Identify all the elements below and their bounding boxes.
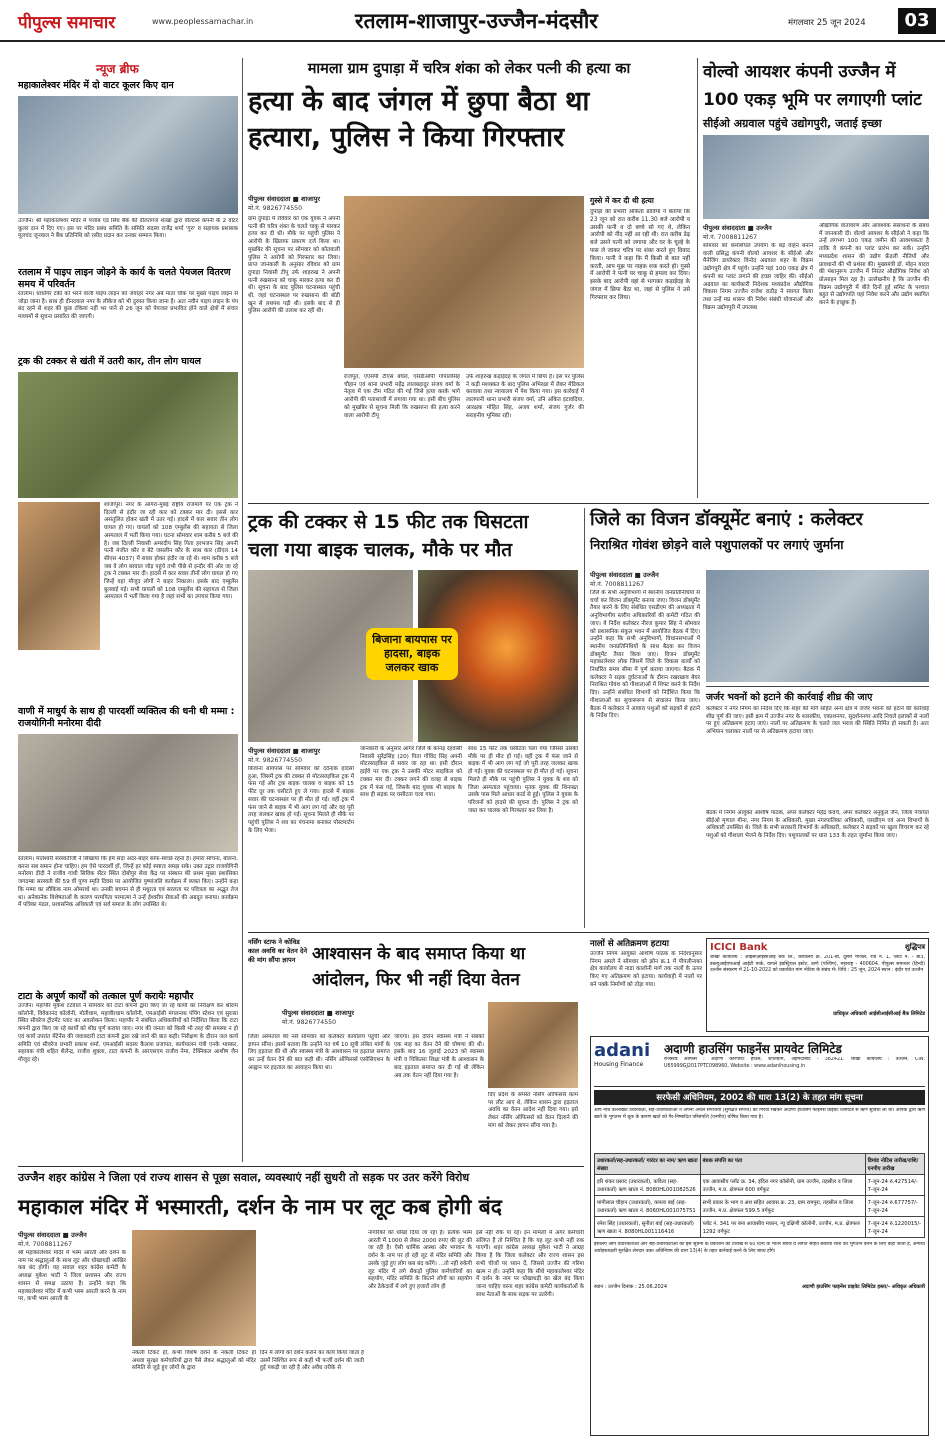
adani-th-property: बंधक संपत्ति का पता [700,1154,865,1175]
mahakal-body-col-5: इसे नहीं रोक पा रहे। इन मामलों में अगर कर्मचारी संलिप्त हैं तो निश्चित है कि यह लूट कभी नहीं रुक पाएगी। शहर कांग्रेस अध्यक्ष मुकेश भाटी ने आग्रह किया है कि जिला कलेक्टर और राज्य शासन इस सभी चीजों पर ध्यान दें, जिससे उज्जैन की गरिमा खत्म न हो। उन्होंने कहा कि सीधे महाकालेश्वर मंदिर में दर्शन के नाम पर धोखाधड़ी का खेल बंद किया जाना चाहिए वरना शहर कांग्रेस कमेटी कार्यकर्ताओं के साथ नेताओं के साथ सड़क पर उतरेगी। [476,1230,584,1298]
truck-headline-line-2: चला गया बाइक चालक, मौके पर मौत [248,539,513,561]
adani-title: अदाणी हाउसिंग फाइनेंस प्रायवेट लिमिटेड [664,1042,842,1056]
mahakal-body-col-1: श्री महाकालेश्वर मंदिर में भस्म आरती और दर्शन के नाम पर श्रद्धालुओं के साथ लूट और धोखाधड़ी आखिर कब बंद होगी। यह सवाल शहर कांग्रेस कमेटी के अध्यक्ष मुकेश भाटी ने जिला प्रशासन और राज्य शासन से समक्ष उठाया है। उन्होंने कहा कि महाकालेश्वर मंदिर में कभी भस्म आरती करने के नाम पर, कभी भस्म आरती के [18,1250,126,1303]
encroach-headline: नालों से अतिक्रमण हटाया [590,939,669,949]
news-brief-column [18,58,238,1162]
mahakal-byline: पीपुल्स संवाददाता ■ उज्जैन [18,1231,87,1239]
murder-photo-police-accused [344,196,584,368]
encroach-story [590,938,702,1028]
mahakal-photo-temple [132,1230,256,1346]
collector-box [706,686,929,806]
brand-logo: पीपुल्स समाचार [18,13,116,33]
nurses-phone: मो.नं. 9826774550 [282,1019,337,1026]
brief-headline-4: वाणी में माधुर्य के साथ ही पारदर्शी व्यक्तित्व की धनी थी मम्मा : राजयोगिनी मनोरमा दीदी [18,706,235,729]
brief-headline-1: महाकालेश्वर मंदिर में दो वाटर कूलर किए दान [18,80,174,91]
murder-sidebar-body: दुपाड़ा की प्रभारी अंकिता डाविया ने बताया कि 23 जून को रात करीब 11.30 बजे आरोपी व उसकी पत्नी व दो बच्चे सो गए थे, लेकिन आरोपी को नींद नहीं आ रही थी। रात करीब डेढ़ बजे उसने पत्नी को जगाया और घर के चूल्हे के पास ले जाकर चरित्र पर शंका करते हुए विवाद किया। पत्नी ने कहा कि मैं किसी से बात नहीं करती, आप मुझ पर नाहक शक करते हो। गुस्से में आरोपी ने पत्नी पर चाकू से हमला कर दिया। इसके बाद आरोपी वहां से भागकर कड़ाईदह के जंगल में छिपा बैठा था, जहां से पुलिस ने उसे गिरफ्तार कर लिया। [590,209,690,301]
collector-story [590,508,929,928]
edition-title: रतलाम-शाजापुर-उज्जैन-मंदसौर [355,9,598,33]
brief-body-4: रतलाम। मातेश्वरी सरस्वतीजी ने सिखाया कि हमें सदा अंदर-बाहर साफ-स्वच्छ रहना है। हमारा सोचना, बोलना, करना सब समान होना चाहिए। हम ऐसे पारदर्शी हों, जिन्हें हर कोई स्पष्टतः समझ सके। उक्त उद्गार राजयोगिनी मनोरमा दीदी ने राजीव गांधी सिविक सेंटर स्थित दोबोपुर सेवा केंद्र पर संस्थान की प्रथम मुख्य प्रशासिका जगदम्बा सरस्वती की 59 वीं पुण्य स्मृति दिवस पर आयोजित पुष्पांजलि कार्यक्रम में व्यक्त किए। उन्होंने कहा कि मम्मा का लौकिक नाम ओमराधे था। उनकी बचपन से ही मधुरता एवं सरलता पर पवित्रता का अद्भुत तेज था। अनेकानेक विशेषताओं के कारण परमपिता परमात्मा ने उन्हें ईश्वरीय सेवाओं की अग्रदूत बनाया। कार्यक्रम में पत्रिका मंडल, प्रशासनिक अधिकारी एवं सर्व समाज के लोग उपस्थित थे। [18,856,238,909]
volvo-body-col-1: सोमवार को कमर्शियल उपयोग के बड़े वाहन बनाने वाली प्रसिद्ध कंपनी वोल्वो आयशर के सीईओ और मैनेजिंग डायरेक्टर विनोद अग्रवाल शहर के विक्रम उद्योगपुरी क्षेत्र में पहुंचे। उन्होंने यहां 100 एकड़ क्षेत्र में कंपनी का प्लांट लगाने की इच्छा जाहिर की। सीईओ अग्रवाल का कार्यकारी निदेशक मध्यप्रदेश औद्योगिक विकास निगम उज्जैन राजेश राठौड़ ने स्वागत किया तथा उन्हें मप्र शासन की निवेश संबंधी योजनाओं और विक्रम उद्योगपुरी में उपलब्ध [703,243,813,311]
mahakal-body-col-2: नकली टिकट हो, कभी विशेष दर्शन के नकली टिकट हो अथवा सुरक्षा कर्मचारियों द्वारा पैसे लेकर श्रद्धालुओं को मंदिर समिति से जुड़े हुए लोगों के द्वारा [132,1350,256,1372]
adani-cell: हरि शंकर प्रसाद (उधारकर्ता), कविता (सह-उधारकर्ता) ऋण खाता नं. 8080HL001082526 [595,1175,701,1196]
murder-body-col-1: ग्राम दुपाड़ा में रविवार को एक युवक ने अपनी पत्नी की चरित्र शंका के चलते चाकू से मारकर हत्या कर दी थी। मौके पर पहुंची पुलिस ने आरोपी के खिलाफ प्रकरण दर्ज किया था। मुखबिर की सूचना पर सोमवार को कोतवाली पुलिस ने आरोपी को गिरफ्तार कर लिया। प्राप्त जानकारी के अनुसार रविवार को ग्राम दुपाड़ा निवासी टीपू उर्फ शाहरुख ने अपनी पत्नी रुखसाना को चाकू मारकर हत्या कर दी थी। सूचना के बाद पुलिस घटनास्थल पहुंची थी, जहां घटनास्थल पर रुखसाना की बॉडी खून से लथपथ पड़ी थी। इसके बाद से ही पुलिस आरोपी की तलाश कर रही थी। [248,216,340,315]
mahakal-body-col-4: नागरिकों को धोखा दिया जा रहा है। प्रत्येक भस्म आरती में 1000 से लेकर 2000 रुपए की लूट की जा रही है। ऐसी धार्मिक आस्था और भगवान के दर्शन के नाम पर हो रही लूट से मंदिर समिति और उसके जुड़े हुए लोग कब बंद करेंगे। ...तो नहीं रुकेगी लूट मंदिर में लगे सैकड़ों पुलिस कर्मचारियों का सहयोग, मंदिर समिति के कितने लोगों का सहयोग और ठेकेदारों में लगे हुए हजारों लोग ही [368,1230,472,1290]
collector-headline: जिले का विजन डॉक्यूमेंट बनाएं : कलेक्टर [590,509,863,530]
adani-place-date: स्थान : उज्जैन दिनांक : 25.06.2024 [594,1284,667,1290]
table-row [595,1217,925,1238]
adani-notice [590,1036,929,1436]
icici-notice [706,938,929,1032]
icici-title: शुद्धिपत्र [904,943,925,951]
adani-address: रजिस्टर्ड ऑफिस : अदाणी कॉरपोरेट हाउस, शांतिग्राम, अहमदाबाद - 382421. शाखा कार्यालय : उज्जैन. CIN: U65999GJ2017PTC098960, Website : www.adanihousing.in [664,1057,925,1069]
murder-sidebar-head: गुस्से में कर दी थी हत्या [590,196,654,205]
collector-phone: मो.नं. 7008811267 [590,581,645,588]
truck-headline-line-1: ट्रक की टक्कर से 15 फीट तक घिसटता [248,511,529,533]
nurses-photo-memorandum [488,1002,578,1088]
encroach-body: उज्जैन निगम आयुक्त आशीष पाठक के निर्देशानुसार निगम अमले ने सोमवार को झोन क्र.1 में पीपलीनाका क्षेत्र कार्यालय से नाडा कालोनी मार्ग तक नालों के ऊपर किए गए अतिक्रमण को हटाया। कार्यवाही में नालों पर बने पक्के निर्माणों को तोड़ा गया। [590,951,702,988]
murder-headline-line-2: हत्यारा, पुलिस ने किया गिरफ्तार [248,122,565,153]
icici-sign: प्राधिकृत अधिकारी आईसीआईसीआई बैंक लिमिटेड [833,1011,925,1017]
brief-photo-car-accident [18,372,238,498]
volvo-story [703,58,929,498]
section-divider-3 [18,1166,584,1167]
collector-body: जिले के सभी अनुविभागों में स्थानीय जनप्रतिनिधियों से चर्चा कर विजन डॉक्यूमेंट बनाया जाए। विजन डॉक्यूमेंट तैयार करने के लिए संबंधित एसडीएम की अध्यक्षता में अनुविभागीय स्तरीय अधिकारियों की कमेटी गठित की जाए। ये निर्देश कलेक्टर नीरज कुमार सिंह ने सोमवार को प्रशासनिक संकुल भवन में आयोजित बैठक में दिए। उन्होंने कहा कि सभी अनुविभागों, विधानसभाओं में स्थानीय जनप्रतिनिधियों के साथ बैठक कर विजन डॉक्यूमेंट तैयार किया जाए। विजन डॉक्यूमेंट महाकालेश्वर लोक जिसमें जिले के विकास कार्यों को निर्धारित समय सीमा में पूर्ण कराया जाएगा। बैठक में कलेक्टर ने सड़क दुर्घटनाओं के दौरान रखरखाव बेघर निराश्रित गोवंश को गौशालाओं में शिफ्ट करने के निर्देश दिए। उन्होंने संबंधित विभागों को निर्देशित किया कि गौशालाओं का सुचारूरूप से संचालन किया जाए। बैठक में कलेक्टर ने आवारा पशुओं को सड़कों से हटाने के निर्देश दिए। [590,590,700,720]
collector-body-right: बैठक में निगम आयुक्त आशीष पाठक, अपर कलेक्टर महेंद्र कवचे, अपर कलेक्टर अनुकूल जैन, जिला पंचायत सीईओ मृणाल मीना, नगर निगम के अधिकारी, मुख्य नगरपालिका अधिकारी, एसडीएम एवं अन्य विभागों के अधिकारी उपस्थित थे। जिले के सभी सरकारी विभागों के अधिकारी, कलेक्टर ने सड़कों पर खुला विचरण कर रहे पशुओं को गौशाला भेजने के निर्देश दिए। पशुपालकों पर धारा 133 के तहत जुर्माना किया जाए। [706,810,929,840]
mahakal-story [18,1170,584,1436]
adani-cell: 7-जून-24 रु.427514/- 7-जून-24 [865,1175,924,1196]
collector-box-body: कलेक्टर ने नगर निगम को निर्देश दिए कि शहर की मार्ग सहित अन्य क्षेत्र में जर्जर भवनों को हटाने की कार्रवाई शीघ्र पूर्ण की जाए। इसी क्रम में उज्जैन नगर के शासकीय, एकाशनगर, सुदर्शननगर आदि निचले इलाकों से नालों पर हुए अतिक्रमण हटाए जाएं। नालों पर अतिक्रमण के चलते जल भराव की स्थिति निर्मित हो सकती है। अतः अभियान चलाकर नालों पर से अतिक्रमण हटाया जाए। [706,706,929,736]
murder-story [248,58,690,498]
adani-th-borrower: उधारकर्ता/सह-उधारकर्ता/ गारंटर का नाम/ ऋण खाता संख्या [595,1154,701,1175]
adani-th-demand: डिमांड नोटिस तारीख/राशि/ एनपीए तारीख [865,1154,924,1175]
adani-notice-title: सरफेसी अधिनियम, 2002 की धारा 13(2) के तहत मांग सूचना [594,1090,925,1105]
mahakal-headline: महाकाल मंदिर में भस्मारती, दर्शन के नाम पर लूट कब होगी बंद [18,1195,502,1219]
nurses-body-col-3: दिए प्रदेश के समस्त नर्सिंग ऑफिसर्स काम पर लौट आए थे, लेकिन शासन द्वारा हड़ताल अवधि का वेतन आदेश नहीं दिया गया। इसे लेकर नर्सिंग ऑफिसर्स को वेतन दिलाने की मांग को लेकर ज्ञापन सौंपा गया है। [488,1092,578,1129]
nurses-headline-line-1: आश्वासन के बाद समाप्त किया था [312,944,526,964]
nurses-body-col-2: जाएगा। इस दौरान स्वास्थ्य मंत्री ने सबको एक माह का वेतन देने की घोषणा की थी। इसके बाद 16 जुलाई 2023 को स्वास्थ्य मंत्री व चिकित्सा शिक्षा मंत्री के आश्वासन के बाद हड़ताल समाप्त कर दी गई थी लेकिन अब तक वेतन नहीं दिया गया है। [394,1034,484,1079]
murder-body-col-2: राजपूत, एएसपी टीएस बघेल, एसडीओपी गोपालसिंह चौहान एवं थाना प्रभारी महेंद्र लालबहादुर संजय वर्मा के नेतृत्व में एक टीम गठित की गई जिसे हत्या करके भागे आरोपी की पतासाजी में लगाया गया था। इसी बीच पुलिस को मुखबिर से सूचना मिली कि रुखसाना की हत्या करने वाला आरोपी टीपू [344,374,460,419]
icici-logo: ICICI Bank [710,942,768,953]
brief-body-5: उज्जैन। महापौर मुकेश टटवाल ने सोमवार को टाटा कंपनी द्वारा किए जा रहे कार्यों का निरीक्षण कर श्रीराम कॉलोनी, विवेकानंद कॉलोनी, मोतीधाम, महावीरधाम कॉलोनी, एमआईसी मंगलनाथ पंपिंग स्टेशन एवं सुरासा स्थित सीवरेज ट्रीटमेंट प्लांट का अवलोकन किया। महापौर ने संबंधित अधिकारियों को निर्देशित किया कि टाटा कंपनी द्वारा किए जा रहे कार्यों को शीघ्र पूर्ण कराया जाए। नगर की जनता को किसी भी तरह की समस्या न हो एवं कार्य उपरांत मेंटेनेंस की जवाबदारी टाटा कंपनी द्वारा रखे जाने की बात कही। निरीक्षण के दौरान जल कार्य समिति एवं सीवरेज प्रभारी प्रकाश शर्मा, एमआईसी सदस्य कैलाश प्रजापत, कार्यपालन यंत्री एनके भास्कर, सहायक यंत्री शहित शैलेन्द्र, राजीव शुक्ला, टाटा कंपनी के आरएसएम राजीव नेमा, टेक्निकल आशीष जैन मौजूद रहे। [18,1003,238,1063]
brief-photo-donation [18,96,238,214]
volvo-photo-meeting [703,135,929,219]
adani-cell: रमेश सिंह (उधारकर्ता), सुनीता बाई (सह-उधारकर्ता) ऋण खाता नं. 8080HL001116416 [595,1217,701,1238]
brief-body-3: शाजापुर। नगर के आगरा-मुंबई राष्ट्रीय राजमार्ग पर एक ट्रक ने दिल्ली से इंदौर जा रही कार को टक्कर मार दी। इससे कार असंतुलित होकर खंती में उतर गई। हादसे में कार सवार तीन लोग घायल हो गए। घायलों को 108 एम्बुलेंस की सहायता से जिला अस्पताल में भर्ती किया गया। घटना सोमवार शाम करीब 5 बजे की है। जब दिल्ली निवासी अमरदीप सिंह पिता हरभजन सिंह अपनी पत्नी मंजीत कौर व बेटे जसलीन कौर के साथ कार (डीएल 14 सीएस 4037) में सवार होकर इंदौर जा रहे थे। शाम करीब 5 बजे जब वे लोग बरवाल जोड़ पहुंचे तभी पीछे से इन्दौर की ओर जा रहे ट्रक ने टक्कर मार दी। हादसे में कार सवार तीनों लोग घायल हो गए जिन्हें वहां मौजूद लोगों ने बाहर निकाला। इसके बाद एम्बुलेंस बुलवाई गई। सभी घायलों को 108 एम्बुलेंस की सहायता से जिला अस्पताल में भर्ती किया गया है जहां सभी का उपचार किया गया। [104,502,238,601]
brief-headline-5: टाटा के अपूर्ण कार्यों को तत्काल पूर्ण करायेः महापौर [18,991,194,1002]
collector-subhead: निराश्रित गोवंश छोड़ने वाले पशुपालकों पर लगाएं जुर्माना [590,537,844,552]
brief-body-1: उज्जैन। श्री महाकालेश्वर मंदिर में पंजाब एंड सिंध बैंक की दौलतगंज शाखा द्वारा वोल्टास कंपनी के 2 वाटर कूलर दान में दिए गए। इस पर मंदिर प्रबंध समिति के समिति सदस्य राजेंद्र शर्मा 'गुरु' व सहायक प्रशासक मूलचंद जूनवाल ने बैंक प्रतिनिधि को रसीद प्रदान कर उनका सम्मान किया। [18,218,238,240]
page-number: 03 [898,8,936,34]
murder-headline-line-1: हत्या के बाद जंगल में छुपा बैठा था [248,86,590,117]
adani-footer: इसलिए आप उधारकर्ताओं और सह-उधारकर्ताओं को इस सूचना के प्रकाशन की तारीख से 60 दिनों के भीतर ब्याज व लागत सहित बकाया राशि का भुगतान करने के लिए कहा जाता है, अन्यथा अधोहस्ताक्षरी सुरक्षित लेनदार उक्त अधिनियम की धारा 13(4) के तहत कार्रवाई करने के लिए बाध्य होंगे। [594,1242,925,1254]
icici-body: शाखा कार्यालय : आईसीआईसीआई बैंक लि., कार्यालय क्र. 201-बी, दूसरी मंजिल, रोड नं. 1, प्लॉट नं. - बी3, डब्ल्यूआईएफआई आईटी पार्क, वागले इंडस्ट्रियल इस्टेट, ठाणे (पश्चिम), महाराष्ट्र - 400604. पीपुल्स समाचार (हिन्दी) उज्जैन संस्करण में 21-10-2022 को प्रकाशित मांग नोटिस के संबंध में। तिथि : 25 जून, 2024 स्थान : इंदौर एवं उज्जैन [710,955,925,973]
volvo-phone: मो.नं. 7008811267 [703,234,758,241]
truck-body-col-1: बिजाना बायपास पर सोमवार को दर्दनाक हादसा हुआ, जिसमें ट्रक की टक्कर से मोटरसाइकिल ट्रक में फंस गई और ट्रक बाइक चालक व बाइक को 15 फीट दूर तक घसीटते हुए ले गया। हादसे में बाइक सवार की घटनास्थल पर ही मौत हो गई। वहीं ट्रक में फंस जाने से बाइक में भी आग लग गई और वह पूरी तरह जलकर खाक हो गई। सूचना मिलते ही मौके पर पहुंची पुलिस ने शव का पंचनामा बनाकर पोस्टमार्टम के लिए भेजा। [248,766,354,834]
adani-logo-sub: Housing Finance [594,1061,644,1068]
brief-headline-2: रतलाम में पाइप लाइन जोड़ने के कार्य के चलते पेयजल वितरण समय में परिवर्तन [18,267,231,290]
collector-box-head: जर्जर भवनों को हटाने की कार्रवाई शीघ्र की जाए [706,692,873,703]
adani-cell: 7-जून-24 रु.1220015/- 7-जून-24 [865,1217,924,1238]
adani-intro: आप नीचे उल्लेखित उधारकर्ता, सह-उधारकर्ताओं ने अपनी अचल संपत्तियों (सुरक्षित संपत्ति) को गिरवी रखकर अदाणी हाउसिंग फाइनेंस प्राइवेट लिमिटेड से ऋण सुविधा ली थी। आपके द्वारा ऋण खाते के भुगतान में चूक के कारण खाते को गैर-निष्पादित परिसंपत्ति (एनपीए) घोषित किया गया है। [594,1108,925,1120]
adani-cell: सभी प्रकार के भाग व अंश सहित आवास क्र. 23, ग्राम रामपुरा, तहसील व जिला उज्जैन, म.प्र. क्षेत्रफल 599.5 वर्गफुट [700,1196,865,1217]
volvo-subhead: सीईओ अग्रवाल पहुंचे उद्योगपुरी, जताई इच्छा [703,117,882,130]
brief-photo-injured [18,502,100,650]
adani-sign: अदाणी हाउसिंग फाइनेंस प्राइवेट लिमिटेड हस्ता/- अधिकृत अधिकारी [801,1284,925,1290]
truck-body-col-3: साथ 15 फीट तक घसीटता चला गया जिससे उसकी मौके पर ही मौत हो गई। वहीं ट्रक में फंस जाने से बाइक में भी आग लग गई जो पूरी तरह जलकर खाक हो गई। युवक की घटनास्थल पर ही मौत हो गई। सूचना मिलते ही मौके पर पहुंची पुलिस ने युवक के शव को जिला अस्पताल पहुंचाया। मृतक युवक की शिनाख्त उसके पास मिले आधार कार्ड से हुई। पुलिस ने युवक के परिजनों को हादसे की सूचना दी। पुलिस ने ट्रक को जब्त कर चालक को गिरफ्तार कर लिया है। [468,746,578,814]
collector-byline: पीपुल्स संवाददाता ■ उज्जैन [590,571,659,579]
adani-cell: 7-जून-24 रु.677757/- 7-जून-24 [865,1196,924,1217]
volvo-body-col-2: औद्योगिक वातावरण और आवश्यक संसाधनों के संबंध में जानकारी दी। वोल्वो आयशर के सीईओ ने कहा कि उन्हें लगभग 100 एकड़ जमीन की आवश्यकता है ताकि वे कंपनी का प्लांट प्रारंभ कर सकें। उन्होंने मध्यप्रदेश शासन की उद्योग फ्रेंडली नीतियों और प्रावधानों की भी प्रशंसा की। मुख्यमंत्री डॉ. मोहन यादव की मंशानुरूप उज्जैन में निरंतर औद्योगिक निवेश को प्रोत्साहन मिल रहा है। उल्लेखनीय है कि उज्जैन की विक्रम उद्योगपुरी में बीते दिनों हुई समिट के पश्चात बहुत से उद्योगपति यहां निवेश करने और उद्योग स्थापित करने के इच्छुक हैं। [819,223,929,307]
collector-photo-meeting [706,570,929,682]
nurses-story [248,938,578,1162]
column-divider-mid [584,508,585,928]
truck-body-col-2: जानकारी के अनुसार आगर जिले के कानड़ रहवासी निवासी सुरेंद्रसिंह (20) पिता गोविंद सिंह अपनी मोटरसाइकिल से सवार जा रहा था। इसी दौरान हाईवे पर एक ट्रक ने उसकी मोटर साइकिल को टक्कर मार दी। टक्कर लगने की वजह से बाइक ट्रक में फंस गई, जिसके बाद युवक भी बाइक के साथ ही सड़क पर घसीटता चला गया। [360,746,462,799]
truck-callout: बिजाना बायपास पर हादसा, बाइक जलकर खाक [366,628,458,680]
nurses-byline: पीपुल्स संवाददाता ■ शाजापुर [282,1009,355,1017]
nurses-body-col-1: जिला अस्पताल की नर्सें सोमवार को कलेक्टर कार्यालय पहुंचीं और ज्ञापन सौंपा। इसमें बताया कि उन्होंने गत वर्ष 10 सूत्री लंबित मांगों के लिए हड़ताल की थी और स्वास्थ्य मंत्री के आश्वासन पर हड़ताल समाप्त कर उन्हें वेतन देने की बात कही थी। नर्सिंग ऑफिसर्स एसोसिएशन के आह्वान पर हड़ताल का आवाहन किया था। [248,1034,390,1071]
news-brief-tag: न्यूज ब्रीफ [96,62,139,76]
brief-body-2: रतलाम। धांधोगर टंकी को भरने वाली पाइप लाइन को जवाहर नगर अंबे माता चौक पर मुख्य पाइप लाइन से जोड़ा जाना है। साथ ही दीनदयाल नगर के लीकेज को भी दुरुस्त किया जाना है। अतः नवीन पाइप लाइन के पंप बंद रहने से शहर की कुछ टंकियां नहीं भर पाने से 26 जून को पेयजल प्रभावित होने वाले क्षेत्रों में संचार माध्यमों से सूचना प्रसारित की जाएगी। [18,291,238,321]
adani-cell: मांगीलाल चौहान (उधारकर्ता), कमला बाई (सह-उधारकर्ता) ऋण खाता नं. 8060HL001075751 [595,1196,701,1217]
volvo-byline: पीपुल्स संवाददाता ■ उज्जैन [703,224,772,232]
nurses-sidebar: नर्सिंग स्टाफ ने कोविड काल अवधि का वेतन देने की मांग सौंपा ज्ञापन [248,938,308,964]
murder-byline: पीपुल्स संवाददाता ■ शाजापुर [248,195,321,203]
table-row [595,1175,925,1196]
adani-cell: एक आवासीय प्लॉट क्र. 34, इंदिरा नगर कॉलोनी, ग्राम उज्जैन, तहसील व जिला उज्जैन, म.प्र. क्षेत्रफल 600 वर्गफुट [700,1175,865,1196]
nurses-headline-line-2: आंदोलन, फिर भी नहीं दिया वेतन [312,970,520,990]
mahakal-kicker: उज्जैन शहर कांग्रेस ने जिला एवं राज्य शासन से पूछा सवाल, व्यवस्थाएं नहीं सुधरी तो सड़क पर उतर करेंगे विरोध [18,1171,470,1184]
truck-story [248,508,578,938]
murder-phone: मो.नं. 9826774550 [248,205,303,212]
mahakal-body-col-3: दिन में लोगों को दर्शन कराने का कार्य किया जाता है उसमें निश्चित रूप से कहीं भी फर्जी दर्शन की जाती हुई पकड़ी जा रही है और अवैध तरीके से [260,1350,364,1372]
brief-headline-3: ट्रक की टक्कर से खंती में उतरी कार, तीन लोग घायल [18,356,202,367]
truck-byline: पीपुल्स संवाददाता ■ शाजापुर [248,747,321,755]
site-url: www.peoplessamachar.in [152,17,254,26]
issue-date: मंगलवार 25 जून 2024 [788,18,866,28]
murder-kicker: मामला ग्राम दुपाड़ा में चरित्र शंका को लेकर पत्नी की हत्या का [307,61,631,77]
murder-body-col-3: उर्फ शाहरुख कड़ाईदह के जंगल में छिपा है। इस पर पुलिस ने कड़ी मशक्कत के बाद पुलिस अभिरक्षा में लेकर मेडिकल करवाया तथा न्यायालय में पेश किया गया। इस कार्रवाई में लालपानी थाना प्रभारी संजय वर्मा, उनि अंकित इटावदिया, आरक्षक मोहित सिंह, अजय शर्मा, संजय गुर्जर की सराहनीय भूमिका रही। [466,374,584,419]
volvo-headline: वोल्वो आयशर कंपनी उज्जैन में 100 एकड़ भूमि पर लगाएगी प्लांट [703,62,922,110]
section-divider-2 [248,932,929,933]
column-divider-left [242,58,243,1162]
section-divider-1 [248,503,929,504]
truck-phone: मो.नं. 9826774550 [248,757,303,764]
adani-demand-table [594,1153,925,1238]
adani-logo: adani [594,1040,651,1061]
mahakal-phone: मो.नं. 7008811267 [18,1241,73,1248]
column-divider-right [697,58,698,498]
table-row [595,1196,925,1217]
brief-photo-brahmakumari [18,734,238,852]
adani-cell: प्लॉट नं. 341 पर बना आवासीय मकान, न्यू दक्षिणी कॉलोनी, उज्जैन, म.प्र. क्षेत्रफल 1292 वर्गफुट [700,1217,865,1238]
masthead [0,0,945,42]
